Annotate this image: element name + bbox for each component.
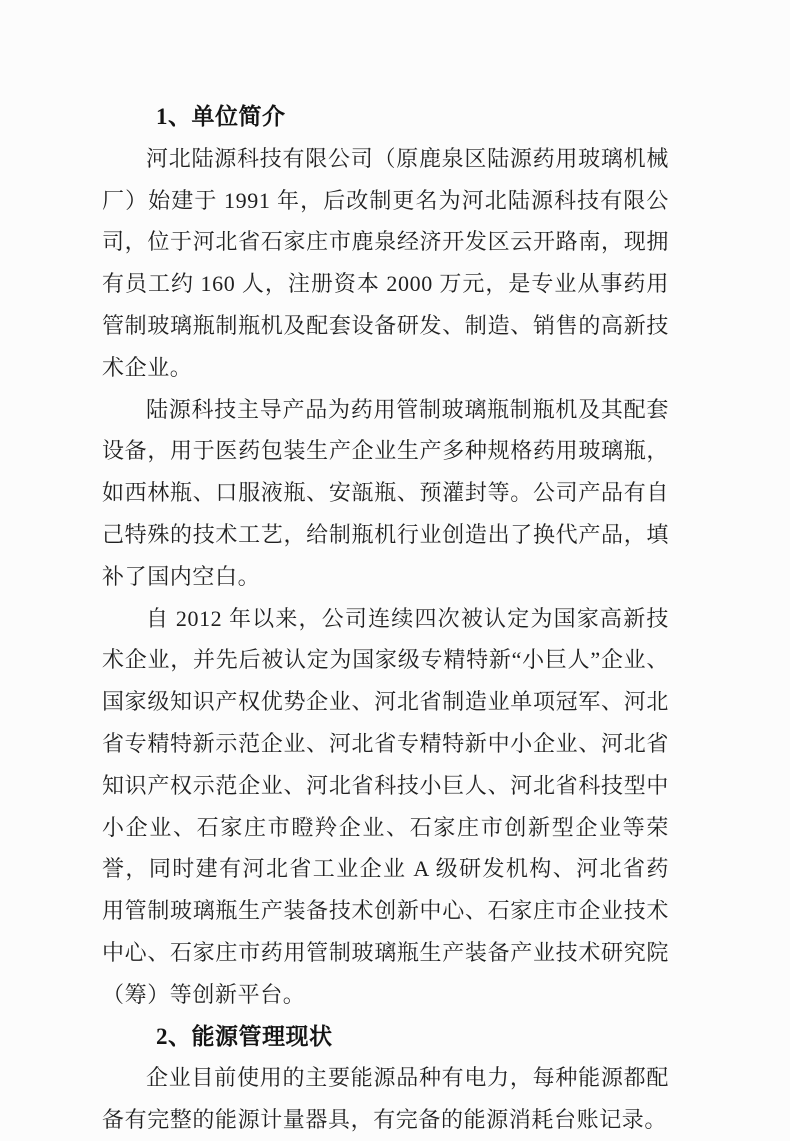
paragraph-honors-platforms: 自 2012 年以来，公司连续四次被认定为国家高新技术企业，并先后被认定为国家级专精特新“小巨人”企业、国家级知识产权优势企业、河北省制造业单项冠军、河北省专精特新示范企业、河北省专精特新中小企业、河北省知识产权示范企业、河北省科技小巨人、河北省科技型中小企业、石家庄市瞪羚企业、石家庄市创新型企业等荣誉，同时建有河北省工业企业 A 级研发机构、河北省药用管制玻璃瓶生产装备技术创新中心、石家庄市企业技术中心、石家庄市药用管制玻璃瓶生产装备产业技术研究院（筹）等创新平台。	[102, 605, 669, 1007]
paragraph-main-products: 陆源科技主导产品为药用管制玻璃瓶制瓶机及其配套设备，用于医药包装生产企业生产多种规格药用玻璃瓶，如西林瓶、口服液瓶、安瓿瓶、预灌封等。公司产品有自己特殊的技术工艺，给制瓶机行业创造出了换代产品，填补了国内空白。	[102, 396, 669, 589]
section-heading-energy-management: 2、能源管理现状	[156, 1023, 333, 1049]
paragraph-company-founding: 河北陆源科技有限公司（原鹿泉区陆源药用玻璃机械厂）始建于 1991 年，后改制更名为河北陆源科技有限公司，位于河北省石家庄市鹿泉经济开发区云开路南，现拥有员工约 160 人，注册资本 2000 万元，是专业从事药用管制玻璃瓶制瓶机及配套设备研发、制造、销售的高新技术企业。	[102, 145, 669, 380]
paragraph-energy-status: 企业目前使用的主要能源品种有电力，每种能源都配备有完整的能源计量器具，有完备的能源消耗台账记录。	[102, 1065, 669, 1133]
section-heading-unit-intro: 1、单位简介	[156, 104, 286, 129]
section-unit-intro	[102, 96, 669, 1016]
section-energy-management	[102, 1016, 669, 1141]
